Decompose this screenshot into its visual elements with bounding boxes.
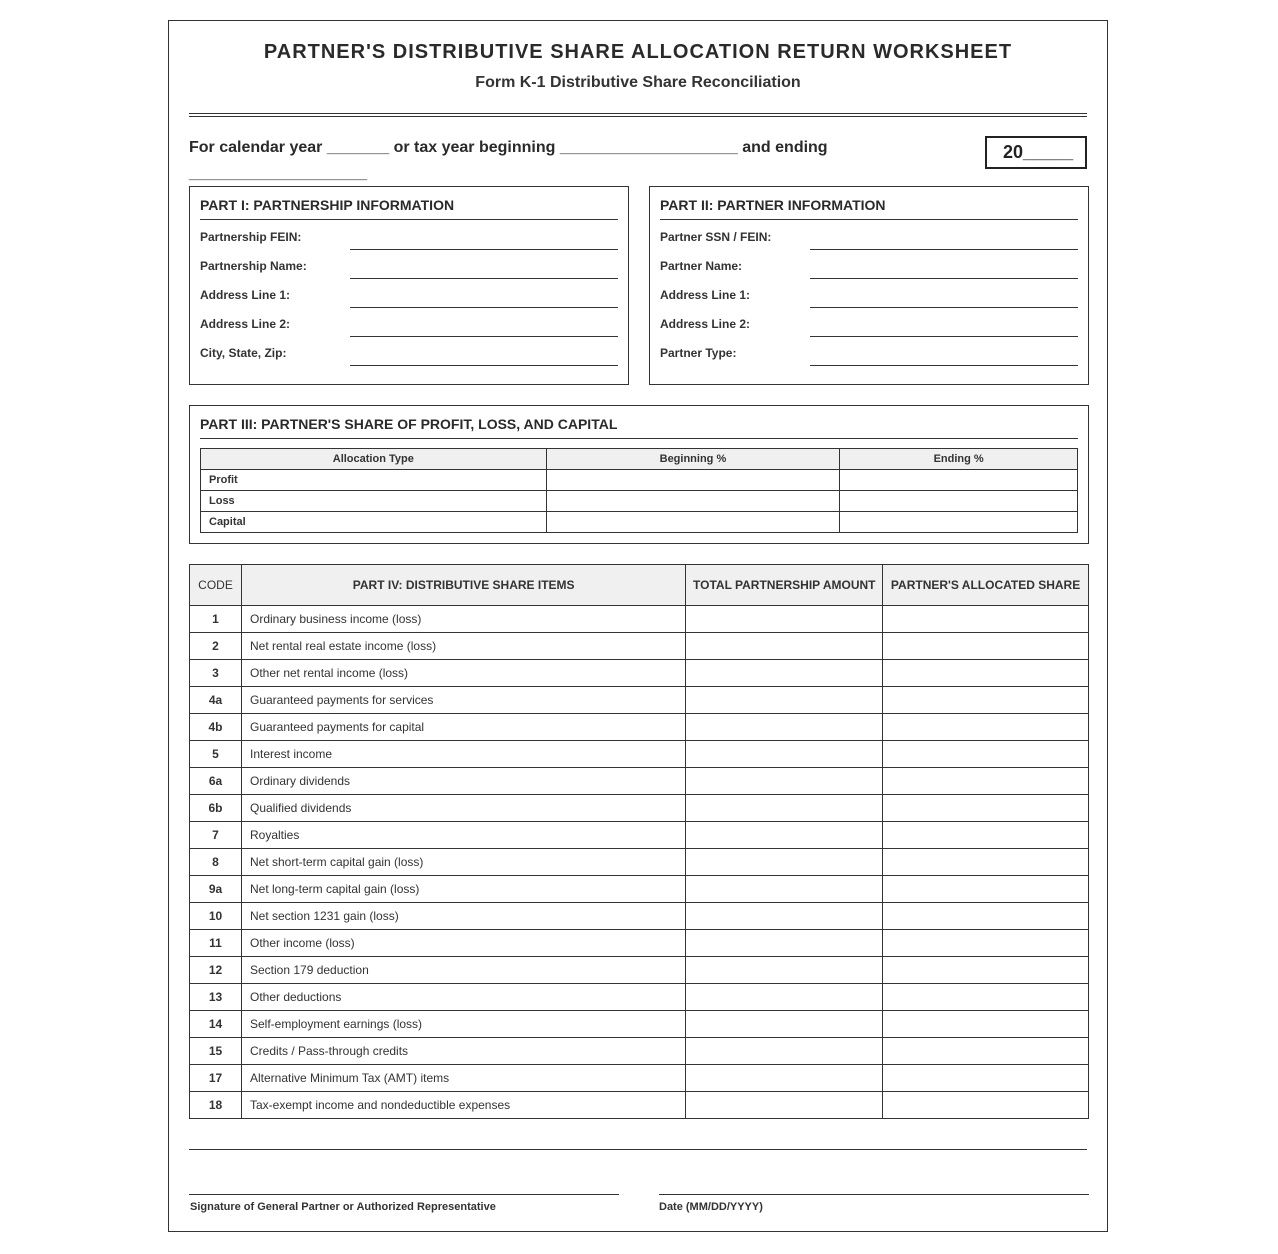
col-header-total-amount: TOTAL PARTNERSHIP AMOUNT xyxy=(686,565,883,606)
year-box[interactable]: 20_____ xyxy=(985,136,1087,169)
table-row xyxy=(190,606,1089,633)
field-partnership-address2[interactable] xyxy=(200,311,618,337)
item-description-cell: Credits / Pass-through credits xyxy=(241,1038,685,1065)
field-line[interactable] xyxy=(810,278,1078,279)
allocated-share-cell[interactable] xyxy=(883,633,1089,660)
field-partnership-address1[interactable] xyxy=(200,282,618,308)
code-cell: 9a xyxy=(190,876,242,903)
col-header-code: CODE xyxy=(190,565,242,606)
total-amount-cell[interactable] xyxy=(686,714,883,741)
total-amount-cell[interactable] xyxy=(686,660,883,687)
field-label: Address Line 2: xyxy=(660,317,751,331)
field-partner-address2[interactable] xyxy=(660,311,1078,337)
field-line[interactable] xyxy=(350,307,618,308)
allocated-share-cell[interactable] xyxy=(883,714,1089,741)
table-row xyxy=(190,687,1089,714)
item-description-cell: Other deductions xyxy=(241,984,685,1011)
total-amount-cell[interactable] xyxy=(686,1092,883,1119)
field-label: Address Line 2: xyxy=(200,317,291,331)
allocated-share-cell[interactable] xyxy=(883,768,1089,795)
signature-label: Signature of General Partner or Authorized Representative xyxy=(190,1201,496,1213)
header-rule-top xyxy=(189,113,1087,114)
tax-year-line[interactable]: For calendar year _______ or tax year beginning ____________________ and ending ____________________ xyxy=(189,139,828,182)
allocated-share-cell[interactable] xyxy=(883,903,1089,930)
table-row xyxy=(190,957,1089,984)
allocated-share-cell[interactable] xyxy=(883,741,1089,768)
item-description-cell: Section 179 deduction xyxy=(241,957,685,984)
field-partnership-name[interactable] xyxy=(200,253,618,279)
field-partnership-city[interactable] xyxy=(200,340,618,366)
field-partner-ssn[interactable] xyxy=(660,224,1078,250)
code-cell: 13 xyxy=(190,984,242,1011)
code-cell: 8 xyxy=(190,849,242,876)
code-cell: 4a xyxy=(190,687,242,714)
total-amount-cell[interactable] xyxy=(686,957,883,984)
total-amount-cell[interactable] xyxy=(686,633,883,660)
col-header-ending: Ending % xyxy=(840,449,1078,470)
field-partnership-fein[interactable] xyxy=(200,224,618,250)
field-partner-address1[interactable] xyxy=(660,282,1078,308)
table-row xyxy=(190,849,1089,876)
allocated-share-cell[interactable] xyxy=(883,606,1089,633)
col-header-items: PART IV: DISTRIBUTIVE SHARE ITEMS xyxy=(241,565,685,606)
field-label: Address Line 1: xyxy=(660,288,751,302)
beginning-pct-cell[interactable] xyxy=(546,470,840,491)
table-row xyxy=(190,795,1089,822)
field-line[interactable] xyxy=(810,336,1078,337)
allocated-share-cell[interactable] xyxy=(883,930,1089,957)
total-amount-cell[interactable] xyxy=(686,795,883,822)
allocation-header-row xyxy=(201,449,1078,470)
code-cell: 3 xyxy=(190,660,242,687)
table-row xyxy=(190,633,1089,660)
beginning-pct-cell[interactable] xyxy=(546,512,840,533)
field-label: Partnership Name: xyxy=(200,259,307,273)
field-partner-type[interactable] xyxy=(660,340,1078,366)
col-header-allocation-type: Allocation Type xyxy=(201,449,547,470)
item-description-cell: Guaranteed payments for capital xyxy=(241,714,685,741)
allocation-row-profit xyxy=(201,470,1078,491)
field-label: Partner Name: xyxy=(660,259,743,273)
beginning-pct-cell[interactable] xyxy=(546,491,840,512)
allocated-share-cell[interactable] xyxy=(883,822,1089,849)
field-line[interactable] xyxy=(350,278,618,279)
total-amount-cell[interactable] xyxy=(686,822,883,849)
code-cell: 15 xyxy=(190,1038,242,1065)
part3-panel xyxy=(189,405,1089,544)
table-row xyxy=(190,768,1089,795)
form-subtitle: Form K-1 Distributive Share Reconciliation xyxy=(475,74,801,91)
item-description-cell: Interest income xyxy=(241,741,685,768)
allocated-share-cell[interactable] xyxy=(883,1038,1089,1065)
item-description-cell: Ordinary dividends xyxy=(241,768,685,795)
allocated-share-cell[interactable] xyxy=(883,957,1089,984)
field-label: Partner Type: xyxy=(660,346,737,360)
allocation-type-cell: Capital xyxy=(201,512,547,533)
total-amount-cell[interactable] xyxy=(686,687,883,714)
item-description-cell: Self-employment earnings (loss) xyxy=(241,1011,685,1038)
ending-pct-cell[interactable] xyxy=(840,491,1078,512)
total-amount-cell[interactable] xyxy=(686,606,883,633)
code-cell: 17 xyxy=(190,1065,242,1092)
item-description-cell: Other net rental income (loss) xyxy=(241,660,685,687)
ending-pct-cell[interactable] xyxy=(840,470,1078,491)
part1-heading: PART I: PARTNERSHIP INFORMATION xyxy=(200,197,618,220)
header-rule-bottom xyxy=(189,116,1087,117)
table-row xyxy=(190,984,1089,1011)
allocated-share-cell[interactable] xyxy=(883,984,1089,1011)
signature-top-rule xyxy=(189,1149,1087,1150)
allocated-share-cell[interactable] xyxy=(883,876,1089,903)
code-cell: 1 xyxy=(190,606,242,633)
code-cell: 11 xyxy=(190,930,242,957)
item-description-cell: Qualified dividends xyxy=(241,795,685,822)
form-title: PARTNER'S DISTRIBUTIVE SHARE ALLOCATION RETURN WORKSHEET xyxy=(263,41,1013,63)
allocated-share-cell[interactable] xyxy=(883,660,1089,687)
code-cell: 10 xyxy=(190,903,242,930)
part2-panel xyxy=(649,186,1089,385)
table-row xyxy=(190,903,1089,930)
item-description-cell: Net short-term capital gain (loss) xyxy=(241,849,685,876)
table-row xyxy=(190,1065,1089,1092)
allocated-share-cell[interactable] xyxy=(883,849,1089,876)
code-cell: 4b xyxy=(190,714,242,741)
allocated-share-cell[interactable] xyxy=(883,1092,1089,1119)
table-row xyxy=(190,714,1089,741)
total-amount-cell[interactable] xyxy=(686,876,883,903)
code-cell: 6a xyxy=(190,768,242,795)
ending-pct-cell[interactable] xyxy=(840,512,1078,533)
table-row xyxy=(190,1011,1089,1038)
signature-line[interactable] xyxy=(189,1194,619,1195)
item-description-cell: Ordinary business income (loss) xyxy=(241,606,685,633)
form-page xyxy=(168,20,1108,1232)
field-partner-name[interactable] xyxy=(660,253,1078,279)
code-cell: 18 xyxy=(190,1092,242,1119)
field-label: Partnership FEIN: xyxy=(200,230,302,244)
allocation-row-loss xyxy=(201,491,1078,512)
total-amount-cell[interactable] xyxy=(686,903,883,930)
part2-heading: PART II: PARTNER INFORMATION xyxy=(660,197,1078,220)
date-line[interactable] xyxy=(659,1194,1089,1195)
item-description-cell: Other income (loss) xyxy=(241,930,685,957)
code-cell: 12 xyxy=(190,957,242,984)
total-amount-cell[interactable] xyxy=(686,1038,883,1065)
field-line[interactable] xyxy=(810,365,1078,366)
field-label: Address Line 1: xyxy=(200,288,291,302)
table-row xyxy=(190,1038,1089,1065)
allocation-type-cell: Loss xyxy=(201,491,547,512)
part1-panel xyxy=(189,186,629,385)
item-description-cell: Guaranteed payments for services xyxy=(241,687,685,714)
total-amount-cell[interactable] xyxy=(686,849,883,876)
allocated-share-cell[interactable] xyxy=(883,1065,1089,1092)
field-line[interactable] xyxy=(810,307,1078,308)
table-row xyxy=(190,822,1089,849)
item-description-cell: Net rental real estate income (loss) xyxy=(241,633,685,660)
item-description-cell: Royalties xyxy=(241,822,685,849)
code-cell: 7 xyxy=(190,822,242,849)
total-amount-cell[interactable] xyxy=(686,930,883,957)
item-description-cell: Tax-exempt income and nondeductible expenses xyxy=(241,1092,685,1119)
allocation-type-cell: Profit xyxy=(201,470,547,491)
allocated-share-cell[interactable] xyxy=(883,687,1089,714)
table-row xyxy=(190,1092,1089,1119)
item-description-cell: Net long-term capital gain (loss) xyxy=(241,876,685,903)
code-cell: 2 xyxy=(190,633,242,660)
table-row xyxy=(190,930,1089,957)
table-row xyxy=(190,660,1089,687)
code-cell: 6b xyxy=(190,795,242,822)
total-amount-cell[interactable] xyxy=(686,741,883,768)
col-header-allocated-share: PARTNER'S ALLOCATED SHARE xyxy=(883,565,1089,606)
field-line[interactable] xyxy=(350,249,618,250)
total-amount-cell[interactable] xyxy=(686,1065,883,1092)
field-line[interactable] xyxy=(350,365,618,366)
field-line[interactable] xyxy=(810,249,1078,250)
date-label: Date (MM/DD/YYYY) xyxy=(659,1201,763,1213)
items-header-row xyxy=(190,565,1089,606)
distributive-items-table xyxy=(189,564,1089,1119)
part3-heading: PART III: PARTNER'S SHARE OF PROFIT, LOSS, AND CAPITAL xyxy=(200,416,1078,439)
field-label: City, State, Zip: xyxy=(200,346,287,360)
col-header-beginning: Beginning % xyxy=(546,449,840,470)
total-amount-cell[interactable] xyxy=(686,984,883,1011)
field-line[interactable] xyxy=(350,336,618,337)
item-description-cell: Net section 1231 gain (loss) xyxy=(241,903,685,930)
table-row xyxy=(190,876,1089,903)
total-amount-cell[interactable] xyxy=(686,1011,883,1038)
total-amount-cell[interactable] xyxy=(686,768,883,795)
table-row xyxy=(190,741,1089,768)
code-cell: 5 xyxy=(190,741,242,768)
code-cell: 14 xyxy=(190,1011,242,1038)
field-label: Partner SSN / FEIN: xyxy=(660,230,772,244)
allocation-table xyxy=(200,448,1078,533)
item-description-cell: Alternative Minimum Tax (AMT) items xyxy=(241,1065,685,1092)
allocated-share-cell[interactable] xyxy=(883,1011,1089,1038)
allocation-row-capital xyxy=(201,512,1078,533)
allocated-share-cell[interactable] xyxy=(883,795,1089,822)
